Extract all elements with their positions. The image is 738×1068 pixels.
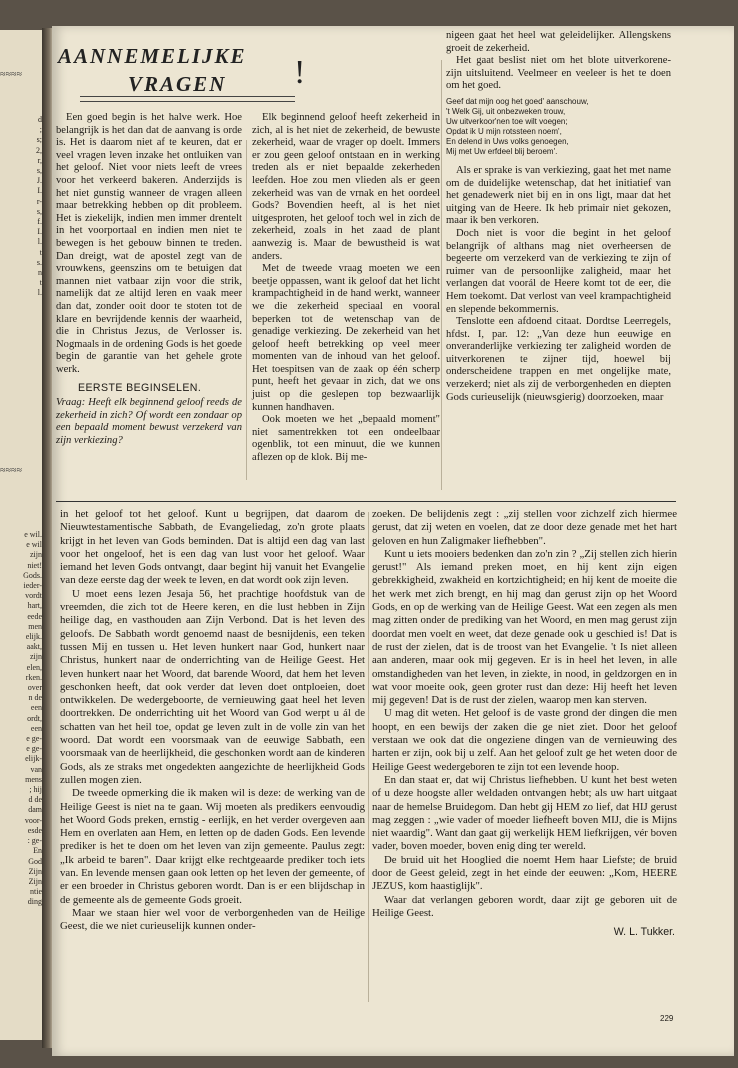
paragraph: nigeen gaat het heel wat geleidelijker. Allengskens groeit de zekerheid. — [446, 30, 671, 54]
previous-page-line: : ge- — [27, 836, 42, 846]
column-3 — [446, 30, 671, 404]
poem-line: Opdat ik U mijn rotssteen noem', — [446, 126, 562, 136]
paragraph: Kunt u iets mooiers bedenken dan zo'n zin ? „Zij stellen zich hierin gerust!" Als iemand preken moet, en hij kent zijn eigen gebrekkigheid, zwakheid en kortzichtigheid; en hij kent de moeite die het werk met zich brengt, en hij mag dan gerust zijn op het Woord Gods, en op de werking van de Heilige Geest. Wat een zegen als men mag zitten onder de prediking van het Woord, en men mag gerust zijn doordat men voelt en weet, dat deze genade ook u geschied is! Dat is de rust der zielen, dat is de troost van het Evangelie. 't Is niet alleen aan anderen, maar ook mij gegeven. Er is in heel het leven, in alle omstandigheden van het leven, in ziekte, in nood, in geldzorgen en in wat voor moeite ook, geen groter rust dan deze: Hij heeft het leven mij gegeven! Dat is de rust der zielen, waarop men kan sterven. — [372, 547, 677, 707]
paragraph: Waar dat verlangen geboren wordt, daar zijt ge geboren uit de Heilige Geest. — [372, 893, 677, 919]
previous-page-line: zijn — [30, 652, 42, 662]
page-number: 229 — [660, 1014, 674, 1023]
previous-page-line: ntie — [30, 887, 42, 897]
paragraph: Elk beginnend geloof heeft zekerheid in zich, al is het niet de zekerheid, de bewuste zekerheid, waar de vrager op doelt. Immers er zou geen geloof ontstaan en in werking treden als er niet bepaalde zekerheden leefden. Hoe zou men vlieden als er geen zekerheid was van de vrnak en het oordeel Gods? Bovendien heeft, al is het niet uitgesproten, het geloof toch wel in zich de zekerheid, zoals in het zaad de plant aanwezig is. Maar de bewustheid is wat anders. — [252, 112, 440, 262]
previous-page-line: I. — [37, 186, 42, 196]
lower-column-right — [372, 508, 677, 940]
column-divider — [246, 140, 247, 480]
previous-page-line: van — [30, 764, 42, 774]
lower-column-left — [60, 508, 365, 934]
previous-page-line: l. — [37, 288, 42, 298]
paragraph: zoeken. De belijdenis zegt : „zij stellen voor zichzelf zich hiermee gerust, dat zij weten en voelen, dat ze door deze genade met het hart geloven en hun Zaligmaker liefhebben". — [372, 508, 677, 547]
previous-page-line: ding — [27, 897, 42, 907]
previous-page-line: l. — [37, 237, 42, 247]
paragraph: Als er sprake is van verkiezing, gaat het met name om de duidelijke wetenschap, dat het initiatief van het genadewerk niet bij en in ons ligt, maar dat het uitging van de Heere. Ik heb primair niet gekozen, maar ik ben verkoren. — [446, 164, 671, 227]
paragraph: Met de tweede vraag moeten we een beetje oppassen, want ik geloof dat het licht krampachtigheid in de hand werkt, wanneer we die zekerheid speciaal en vooral beperken tot de wetenschap van de genadige verkiezing. De zekerheid van het geloof heeft betrekking op veel meer momenten van de inhoud van het geloof. Het toespitsen van de zaak op één scherp punt, heeft het gevaar in zich, dat we ons juist op die geslepen top bezwaarlijk kunnen handhaven. — [252, 263, 440, 413]
subheading: EERSTE BEGINSELEN. — [78, 382, 202, 395]
previous-page-line: Zijn — [28, 866, 42, 876]
previous-page-line: I. — [37, 227, 42, 237]
previous-page-line: Gods. — [23, 570, 42, 580]
column-3-intro — [446, 30, 671, 93]
section-rule — [56, 501, 676, 502]
previous-page-line: J. — [36, 176, 42, 186]
title-rule — [80, 96, 295, 102]
previous-page-line: ; hij — [29, 785, 42, 795]
poem-line: Mij met Uw erfdeel blij beroem'. — [446, 146, 558, 156]
ornament-rule: ≈≈≈≈ — [0, 468, 22, 474]
psalm-quote — [446, 97, 671, 157]
previous-page-line: s, — [36, 206, 42, 216]
previous-page-line: vordt — [25, 591, 42, 601]
previous-page-line: d — [38, 115, 42, 124]
title-line-1: AANNEMELIJKE — [58, 44, 247, 68]
previous-page-line: En — [33, 846, 42, 856]
previous-page-line: d de — [28, 795, 42, 805]
paragraph: De bruid uit het Hooglied die noemt Hem haar Liefste; de bruid door de Geest geleid, zegt in het einde der eeuwen: „Kom, HEERE JEZUS, kom haastiglijk". — [372, 853, 677, 893]
column-1-body — [56, 112, 242, 376]
previous-page-line: elijk. — [25, 632, 42, 642]
title-line-2: VRAGEN — [128, 72, 227, 96]
previous-page-line: dam — [28, 805, 42, 815]
column-2 — [252, 112, 440, 465]
previous-page-line: niet! — [27, 560, 42, 570]
previous-page-line: eede — [27, 611, 42, 621]
previous-page-line: esde — [27, 825, 42, 835]
column-divider — [441, 60, 442, 490]
poem-line: 't Welk Gij, uit onbezweken trouw, — [446, 106, 566, 116]
column-1 — [56, 112, 242, 447]
previous-page-line: over — [27, 683, 42, 693]
reader-question: Vraag: Heeft elk beginnend geloof reeds de zekerheid in zich? Of wordt een zondaar op een bepaald moment bewust verzekerd van zijn verkiezing? — [56, 397, 242, 446]
previous-page-line: hart, — [27, 601, 42, 611]
previous-page-line: s. — [36, 257, 42, 267]
previous-page-line: t — [39, 247, 42, 257]
previous-page-line: Zijn — [28, 876, 42, 886]
paragraph: Doch niet is voor die begint in het geloof belangrijk of althans mag niet overheersen de begeerte om verzekerd van de verkiezing te zijn of ruimer van de persoonlijke zaligheid, maar het verlangen dat voorál de Heere komt tot de eer, die Hem toekomt. Dat verlost van veel krampachtigheid en slepende bekommernis. — [446, 227, 671, 315]
previous-page-line: ; — [39, 125, 42, 135]
previous-page-line: ordt, — [27, 713, 42, 723]
previous-page-line: rken. — [25, 672, 42, 682]
previous-page-line: r, — [37, 155, 42, 165]
previous-page-line: e wil. — [24, 530, 42, 539]
previous-page-line: voor- — [24, 815, 42, 825]
previous-page-line: elen, — [26, 662, 42, 672]
title-exclamation: ! — [294, 54, 308, 91]
previous-page-line: een — [30, 703, 42, 713]
previous-page-line: aakt, — [26, 642, 42, 652]
paragraph: Tenslotte een afdoend citaat. Dordtse Leerregels, hfdst. I, par. 12: „Van deze hun eeuwige en onveranderlijke verkiezing ter zaligheid worden de uitverkorenen te zijner tijd, hoewel bij onderscheidene trappen en met ongelijke mate, verzekerd; niet als zij de verborgenheden en diepten Gods curieuselijk (nieuwsgierig) doorzoeken, maar — [446, 316, 671, 403]
previous-page-line: r- — [36, 196, 42, 206]
poem-line: Uw uitverkoor'nen toe wilt voegen; — [446, 116, 568, 126]
previous-page-line: ieder- — [23, 581, 42, 591]
previous-page-line: een — [30, 723, 42, 733]
column-divider — [368, 512, 369, 1002]
paragraph: Ook moeten we het „bepaald moment" niet samentrekken tot een ondeelbaar ogenblik, tot een minuut, die we kunnen aflezen op de klok. Bij me- — [252, 414, 440, 464]
author-signature: W. L. Tukker. — [613, 926, 675, 939]
previous-page-line: t — [39, 278, 42, 288]
lower-column-right-body — [372, 508, 677, 920]
previous-page-line: n de — [28, 693, 42, 703]
ornament-rule: ≈≈≈≈ — [0, 72, 22, 78]
paragraph: U moet eens lezen Jesaja 56, het prachtige hoofdstuk van de vreemden, die zich tot de Heere keren, en die lust hebben in Zijn heilige dag, en vasthouden aan Zijn Verbond. Dat is het leven des geloofs. De Sabbath wordt genoemd naast de besnijdenis, een teken tussen Mij en tussen u. Het leven hunkert naar God, hunkert naar Christus, hunkert naar de onderrichting van de Heilige Geest. Het leven hunkert naar het Woord, dat barende Woord, dat hem het leven geschonken heeft, dat ook verder dat leven doet ontploeien, doet ontwikkelen. De wedergeboorte, de vernieuwing gaat heel het leven doortrekken. De onderrichting uit het Woord van God werpt u ál de schatten van het heil toe, opdat ge leven zult in de volle zin van het woord. Dat wordt een voorsmaak van de eeuwige Sabbath, een voorsmaak van de heerlijkheid, die geschonken wordt aan de kinderen Gods, als ze straks met ongedekten aangezichte de heerlijkheid Gods zullen mogen zien. — [60, 587, 365, 786]
previous-page-line: elijk- — [25, 754, 42, 764]
poem-line: Geef dat mijn oog het goed' aanschouw, — [446, 96, 589, 106]
previous-page-line: e ge- — [26, 734, 42, 744]
column-3-body — [446, 165, 671, 404]
previous-page-line: e wil — [26, 540, 42, 550]
paragraph: Maar we staan hier wel voor de verborgenheden van de Heilige Geest, die we niet curieuselijk kunnen onder- — [60, 906, 365, 933]
previous-page-text-top — [0, 115, 44, 299]
previous-page-line: 2, — [36, 145, 42, 155]
paragraph: De tweede opmerking die ik maken wil is deze: de werking van de Heilige Geest is niet na te gaan. Wij moeten als predikers eenvoudig het Woord Gods preken, ernstig - eerlijk, en het verder overgeven aan Hem en overlaten aan Hem, en letten op de daden Gods. Een levende prediker is het te doen om het leven van zijn gemeente. Paulus zegt: „Ik arbeid te baren". Daar krijgt elke rechtgeaarde prediker toch iets van. En levende mensen gaan ook letten op het leven der gemeente, of er een broeder in Christus geboren wordt. Dan is er een blijdschap in de gemeente als de gemeente Gods groeit. — [60, 787, 365, 906]
paragraph: Een goed begin is het halve werk. Hoe belangrijk is het dan dat de aanvang is orde is. Het is daarom niet af te keuren, dat er veel vragen leven inzake het ontluiken van het geloof. Niet voor niets leeft de vrees voor het verkeerd bakeren. Anderzijds is het niet gunstig wanneer de vragen alleen maar betrekking hebben op dit probleem. Het is ziekelijk, indien men immer drentelt in het voorportaal en indien men niet te bewegen is het gebouw binnen te treden. Dan dreigt, wat de apostel zegt van de vrouwkens, geenszins om te betuigen dat mannen niet vatbaar zijn voor die strik, namelijk dat ze altijd leren en vaak meer dan dat, zonder ooit door te stoten tot de klare en bevrijdende kennis der waarheid, die in Christus Jezus, de Verlosser is. Nogmaals in de ordening Gods is het goede begin de garantie van het gehele grote werk. — [56, 112, 242, 375]
previous-page-line: mens — [25, 774, 42, 784]
poem-line: En delend in Uws volks genoegen, — [446, 136, 569, 146]
previous-page-edge — [0, 30, 44, 1040]
previous-page-line: s; — [36, 135, 42, 145]
paragraph: in het geloof tot het geloof. Kunt u begrijpen, dat daarom de Nieuwtestamentische Sabbath, de Evangeliedag, zo'n grote plaats krijgt in het leven van Gods beminden. Dat is altijd een dag van last voor het ongeloof, het is een dag van lust voor het geloof. Waar iemand het leven Gods ontvangt, daar begint hij vanuit het Evangelie van deze eerste dag der week te leven, en dat wordt ook zijn leven. — [60, 508, 365, 587]
paragraph: Het gaat beslist niet om het blote uitverkorene-zijn uitsluitend. Veelmeer en veeleer is het te doen om het goed. — [446, 55, 671, 92]
previous-page-line: e ge- — [26, 744, 42, 754]
previous-page-line: f. — [37, 217, 42, 227]
previous-page-line: s, — [36, 166, 42, 176]
paragraph: U mag dit weten. Het geloof is de vaste grond der dingen die men hoopt, en een bewijs der zaken die ge niet ziet. Door het geloof verstaan we ook dat die ongeziene dingen van de vernieuwing des harten er zijn, ook bij u zelf. Aan het geloof zult ge het weten door de Heilige Geest wedergeboren te zijn tot een levende hoop. — [372, 707, 677, 773]
previous-page-line: God — [28, 856, 42, 866]
previous-page-text-bottom — [0, 530, 44, 908]
previous-page-line: zijn — [30, 550, 42, 560]
paragraph: En dan staat er, dat wij Christus liefhebben. U kunt het best weten of u deze hoogste aller weldaden ontvangen hebt; als uw hart uitgaat naar de hemelse Bruidegom. Dan hebt gij HEM zo lief, dat HIJ gerust mag zeggen : „wie vader of moeder liefheeft boven MIJ, die is Mijns niet waardig". Want dan gaat gij werkelijk HEM liefkrijgen, vér boven vader, boven moeder, boven enig ding ter wereld. — [372, 773, 677, 853]
previous-page-line: men — [28, 621, 42, 631]
previous-page-line: n — [38, 268, 42, 278]
